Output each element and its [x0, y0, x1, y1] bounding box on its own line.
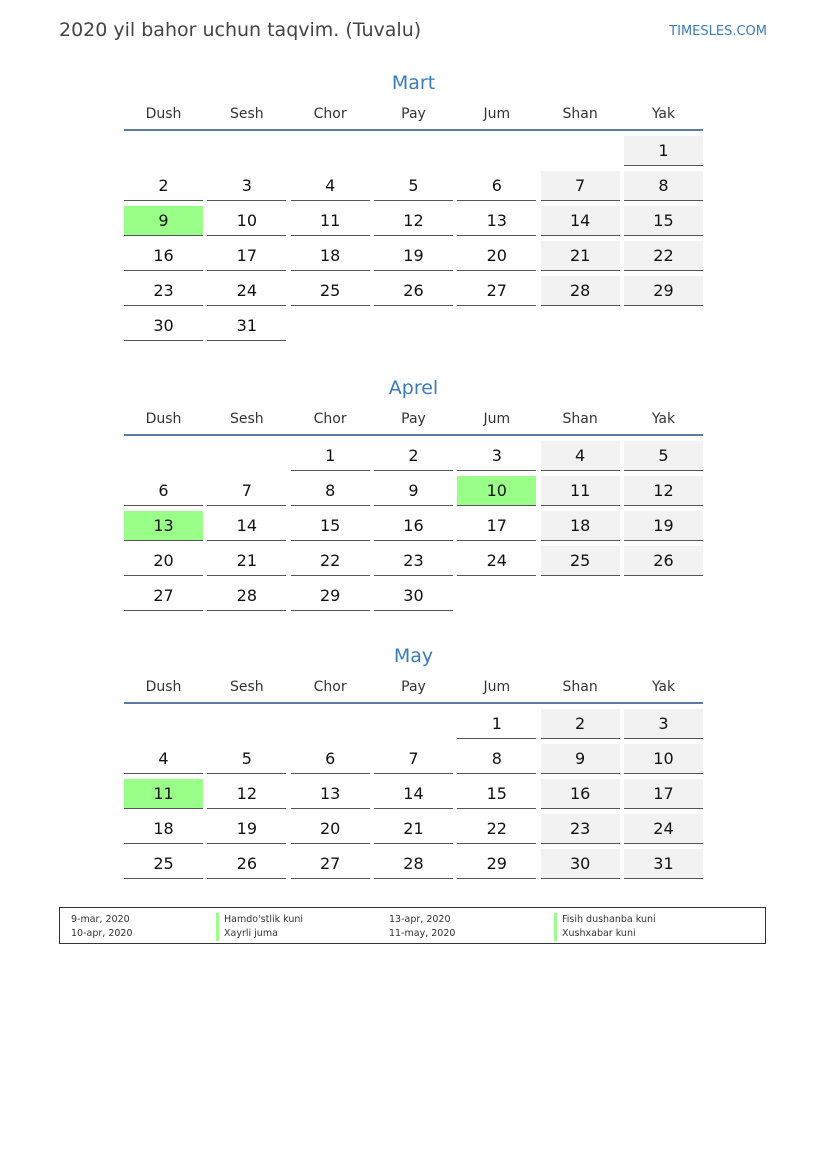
month-title: Aprel: [388, 377, 439, 399]
empty-day-cell: [374, 311, 453, 341]
empty-day-cell: [541, 581, 620, 611]
day-cell: 11: [291, 206, 370, 236]
day-cell: 11: [541, 476, 620, 506]
day-cell: 13: [124, 511, 203, 541]
day-cell: 11: [124, 779, 203, 809]
day-cell: 29: [624, 276, 703, 306]
day-cell: 25: [291, 276, 370, 306]
day-cell: 3: [457, 441, 536, 471]
empty-day-cell: [457, 581, 536, 611]
empty-day-cell: [124, 136, 203, 166]
empty-day-cell: [374, 709, 453, 739]
day-cell: 29: [457, 849, 536, 879]
day-cell: 6: [124, 476, 203, 506]
legend-names-col-1: [216, 913, 303, 941]
week-row: [124, 206, 703, 236]
day-cell: 21: [541, 241, 620, 271]
day-cell: 18: [124, 814, 203, 844]
day-cell: 26: [207, 849, 286, 879]
day-cell: 15: [291, 511, 370, 541]
weekday-label: Yak: [651, 679, 676, 695]
day-cell: 21: [207, 546, 286, 576]
day-cell: 25: [541, 546, 620, 576]
weekday-label: Dush: [145, 679, 182, 695]
legend-holiday-name: Hamdo'stlik kuni: [216, 913, 303, 927]
day-cell: 1: [457, 709, 536, 739]
day-cell: 23: [124, 276, 203, 306]
day-cell: 2: [374, 441, 453, 471]
day-cell: 12: [624, 476, 703, 506]
weekday-label: Pay: [401, 106, 426, 122]
holiday-legend: [59, 907, 766, 944]
day-cell: 8: [624, 171, 703, 201]
day-cell: 9: [541, 744, 620, 774]
day-cell: 24: [457, 546, 536, 576]
day-cell: 17: [457, 511, 536, 541]
day-cell: 6: [457, 171, 536, 201]
day-cell: 23: [541, 814, 620, 844]
day-cell: 12: [207, 779, 286, 809]
day-cell: 23: [374, 546, 453, 576]
empty-day-cell: [207, 136, 286, 166]
day-cell: 5: [374, 171, 453, 201]
empty-day-cell: [624, 311, 703, 341]
day-cell: 13: [291, 779, 370, 809]
day-cell: 12: [374, 206, 453, 236]
day-cell: 20: [291, 814, 370, 844]
day-cell: 1: [624, 136, 703, 166]
weekday-label: Shan: [562, 679, 598, 695]
day-cell: 10: [457, 476, 536, 506]
day-cell: 9: [124, 206, 203, 236]
legend-holiday-name: Fisih dushanba kuni: [554, 913, 656, 927]
weekday-label: Yak: [651, 106, 676, 122]
day-cell: 18: [541, 511, 620, 541]
day-cell: 24: [207, 276, 286, 306]
day-cell: 8: [291, 476, 370, 506]
day-cell: 4: [124, 744, 203, 774]
day-cell: 6: [291, 744, 370, 774]
week-row: [124, 171, 703, 201]
day-cell: 28: [541, 276, 620, 306]
empty-day-cell: [541, 311, 620, 341]
week-row: [124, 779, 703, 809]
week-row: [124, 581, 703, 611]
day-cell: 20: [124, 546, 203, 576]
weekday-label: Pay: [401, 679, 426, 695]
day-cell: 16: [124, 241, 203, 271]
empty-day-cell: [457, 136, 536, 166]
week-row: [124, 511, 703, 541]
week-row: [124, 744, 703, 774]
week-row: [124, 276, 703, 306]
legend-holiday-name: Xushxabar kuni: [554, 927, 656, 941]
weekday-label: Shan: [562, 411, 598, 427]
empty-day-cell: [207, 441, 286, 471]
day-cell: 9: [374, 476, 453, 506]
month-block: [124, 70, 703, 341]
legend-names-col-2: [554, 913, 656, 941]
weekday-label: Jum: [483, 679, 511, 695]
week-row: [124, 546, 703, 576]
site-link[interactable]: TIMESLES.COM: [669, 24, 767, 39]
day-cell: 31: [207, 311, 286, 341]
empty-day-cell: [541, 136, 620, 166]
day-cell: 26: [624, 546, 703, 576]
day-cell: 10: [207, 206, 286, 236]
day-cell: 30: [541, 849, 620, 879]
day-cell: 16: [374, 511, 453, 541]
day-cell: 24: [624, 814, 703, 844]
week-row: [124, 849, 703, 879]
day-cell: 22: [291, 546, 370, 576]
weekday-label: Chor: [313, 679, 347, 695]
legend-date: 9-mar, 2020: [71, 914, 130, 925]
day-cell: 20: [457, 241, 536, 271]
day-cell: 27: [291, 849, 370, 879]
week-row: [124, 709, 703, 739]
week-row: [124, 476, 703, 506]
day-cell: 10: [624, 744, 703, 774]
weekday-header: [124, 679, 703, 704]
day-cell: 2: [124, 171, 203, 201]
empty-day-cell: [124, 441, 203, 471]
day-cell: 19: [374, 241, 453, 271]
legend-dates-col-2: [389, 913, 455, 941]
week-row: [124, 814, 703, 844]
day-cell: 17: [624, 779, 703, 809]
weekday-header: [124, 411, 703, 436]
weekday-label: Sesh: [229, 411, 264, 427]
month-block: [124, 375, 703, 611]
day-cell: 3: [207, 171, 286, 201]
weekday-label: Pay: [401, 411, 426, 427]
day-cell: 14: [207, 511, 286, 541]
day-cell: 4: [291, 171, 370, 201]
day-cell: 31: [624, 849, 703, 879]
day-cell: 5: [624, 441, 703, 471]
day-cell: 22: [457, 814, 536, 844]
weekday-label: Chor: [313, 106, 347, 122]
day-cell: 7: [541, 171, 620, 201]
legend-date: 11-may, 2020: [389, 928, 456, 939]
month-block: [124, 643, 703, 879]
day-cell: 14: [374, 779, 453, 809]
day-cell: 13: [457, 206, 536, 236]
day-cell: 28: [374, 849, 453, 879]
empty-day-cell: [624, 581, 703, 611]
empty-day-cell: [291, 709, 370, 739]
day-cell: 7: [374, 744, 453, 774]
weekday-label: Sesh: [229, 106, 264, 122]
weekday-label: Chor: [313, 411, 347, 427]
week-row: [124, 241, 703, 271]
weekday-label: Shan: [562, 106, 598, 122]
page-title: 2020 yil bahor uchun taqvim. (Tuvalu): [59, 19, 422, 41]
empty-day-cell: [291, 311, 370, 341]
day-cell: 2: [541, 709, 620, 739]
day-cell: 25: [124, 849, 203, 879]
day-cell: 29: [291, 581, 370, 611]
day-cell: 27: [457, 276, 536, 306]
weekday-label: Jum: [483, 411, 511, 427]
month-title: Mart: [391, 72, 436, 94]
legend-holiday-name: Xayrli juma: [216, 927, 303, 941]
weekday-label: Sesh: [229, 679, 264, 695]
legend-date: 13-apr, 2020: [389, 914, 451, 925]
legend-dates-col-1: [71, 913, 133, 941]
empty-day-cell: [291, 136, 370, 166]
day-cell: 21: [374, 814, 453, 844]
empty-day-cell: [457, 311, 536, 341]
day-cell: 22: [624, 241, 703, 271]
day-cell: 4: [541, 441, 620, 471]
day-cell: 30: [124, 311, 203, 341]
day-cell: 30: [374, 581, 453, 611]
day-cell: 14: [541, 206, 620, 236]
day-cell: 28: [207, 581, 286, 611]
day-cell: 5: [207, 744, 286, 774]
day-cell: 17: [207, 241, 286, 271]
weekday-label: Dush: [145, 411, 182, 427]
day-cell: 19: [624, 511, 703, 541]
week-row: [124, 136, 703, 166]
day-cell: 27: [124, 581, 203, 611]
weekday-label: Yak: [651, 411, 676, 427]
day-cell: 3: [624, 709, 703, 739]
day-cell: 15: [624, 206, 703, 236]
weekday-label: Jum: [483, 106, 511, 122]
day-cell: 8: [457, 744, 536, 774]
month-title: May: [393, 645, 434, 667]
day-cell: 18: [291, 241, 370, 271]
day-cell: 15: [457, 779, 536, 809]
week-row: [124, 311, 703, 341]
day-cell: 19: [207, 814, 286, 844]
day-cell: 26: [374, 276, 453, 306]
week-row: [124, 441, 703, 471]
empty-day-cell: [374, 136, 453, 166]
day-cell: 7: [207, 476, 286, 506]
weekday-label: Dush: [145, 106, 182, 122]
empty-day-cell: [207, 709, 286, 739]
empty-day-cell: [124, 709, 203, 739]
weekday-header: [124, 106, 703, 131]
legend-date: 10-apr, 2020: [71, 928, 133, 939]
day-cell: 1: [291, 441, 370, 471]
day-cell: 16: [541, 779, 620, 809]
